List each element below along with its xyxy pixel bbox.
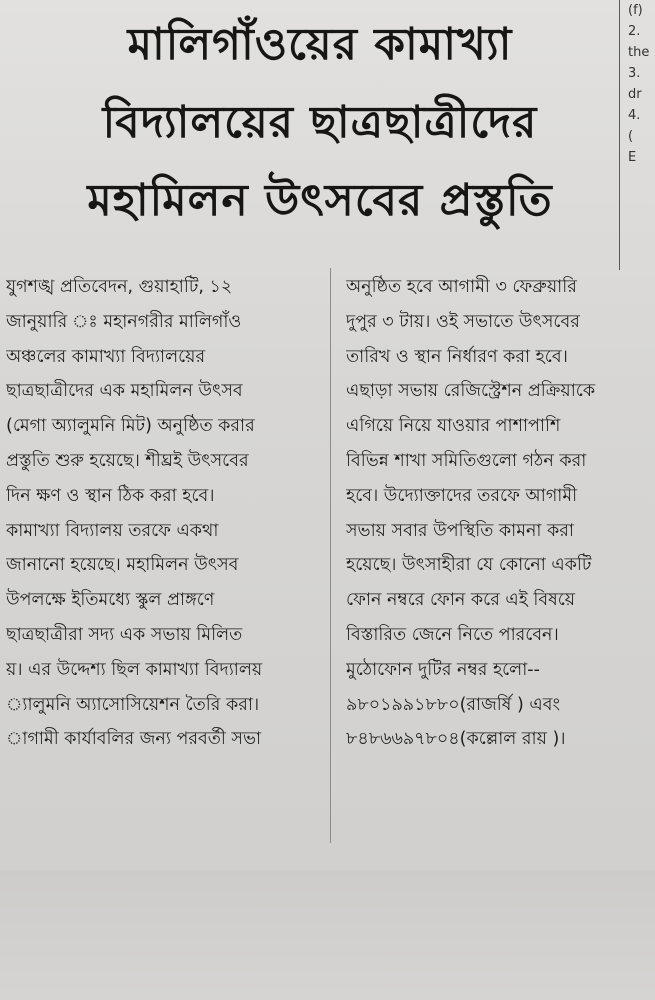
article-line: এগিয়ে নিয়ে যাওয়ার পাশাপাশি — [346, 416, 561, 437]
adjacent-column-fragment — [619, 0, 655, 270]
article-line: জানুয়ারি ঃ মহানগরীর মালিগাঁও — [6, 311, 242, 332]
headline-line: বিদ্যালয়ের ছাত্রছাত্রীদের — [102, 97, 538, 148]
article-line: ছাত্রছাত্রীরা সদ্য এক সভায় মিলিত — [6, 624, 243, 645]
article-line: দিন ক্ষণ ও স্থান ঠিক করা হবে। — [6, 485, 215, 506]
fragment-text: ( — [628, 129, 634, 144]
article-line: ফোন নম্বরে ফোন করে এই বিষয়ে — [346, 590, 576, 611]
article-line: য়। এর উদ্দেশ্য ছিল কামাখ্যা বিদ্যালয় — [6, 659, 263, 680]
fragment-text: E — [628, 150, 637, 165]
article-column-left — [6, 270, 316, 757]
article-line: অঞ্চলের কামাখ্যা বিদ্যালয়ের — [6, 346, 206, 367]
article-line: হবে। উদ্যোক্তাদের তরফে আগামী — [346, 485, 578, 506]
article-line: তারিখ ও স্থান নির্ধারণ করা হবে। — [346, 346, 568, 367]
fragment-text: dr — [628, 87, 642, 102]
fragment-text: 3. — [628, 66, 641, 81]
article-line: কামাখ্যা বিদ্যালয় তরফে একথা — [6, 520, 219, 541]
article-line: ছাত্রছাত্রীদের এক মহামিলন উৎসব — [6, 381, 243, 402]
article-line: ্যালুমনি অ্যাসোসিয়েশন তৈরি করা। — [6, 694, 260, 715]
headline-line: মহামিলন উৎসবের প্রস্তুতি — [87, 175, 553, 226]
blank-paper-area — [0, 870, 655, 1000]
article-line: ৮৪৮৬৬৯৭৮০৪(কল্লোল রায় )। — [346, 729, 566, 750]
article-column-right — [346, 270, 646, 757]
article-line: প্রস্তুতি শুরু হয়েছে। শীঘ্রই উৎসবের — [6, 450, 249, 471]
article-line: হয়েছে। উৎসাহীরা যে কোনো একটি — [346, 555, 592, 576]
article-line: বিভিন্ন শাখা সমিতিগুলো গঠন করা — [346, 450, 587, 471]
headline-line: মালিগাঁওয়ের কামাখ্যা — [127, 19, 513, 70]
fragment-text: the — [628, 45, 650, 60]
fragment-text: 4. — [628, 108, 641, 123]
article-line: জানানো হয়েছে। মহামিলন উৎসব — [6, 555, 239, 576]
article-line: (মেগা অ্যালুমনি মিট) অনুষ্ঠিত করার — [6, 416, 255, 437]
fragment-text: (f) — [628, 3, 643, 18]
article-line: অনুষ্ঠিত হবে আগামী ৩ ফেব্রুয়ারি — [346, 277, 577, 297]
article-line: এছাড়া সভায় রেজিস্ট্রেশন প্রক্রিয়াকে — [346, 381, 596, 402]
article-line: যুগশঙ্খ প্রতিবেদন, গুয়াহাটি, ১২ — [6, 277, 233, 297]
article-line: দুপুর ৩ টায়। ওই সভাতে উৎসবের — [346, 311, 580, 332]
article-line: বিস্তারিত জেনে নিতে পারবেন। — [346, 624, 559, 645]
article-line: উপলক্ষে ইতিমধ্যে স্কুল প্রাঙ্গণে — [6, 590, 215, 611]
column-divider — [330, 268, 331, 843]
article-line: াগামী কার্যাবলির জন্য পরবর্তী সভা — [6, 729, 262, 750]
article-line: ৯৮০১৯৯১৮৮০(রাজর্ষি ) এবং — [346, 694, 560, 715]
article-line: মুঠোফোন দুটির নম্বর হলো-- — [346, 659, 540, 680]
fragment-text: 2. — [628, 24, 641, 39]
article-line: সভায় সবার উপস্থিতি কামনা করা — [346, 520, 574, 541]
article-headline — [40, 6, 600, 240]
